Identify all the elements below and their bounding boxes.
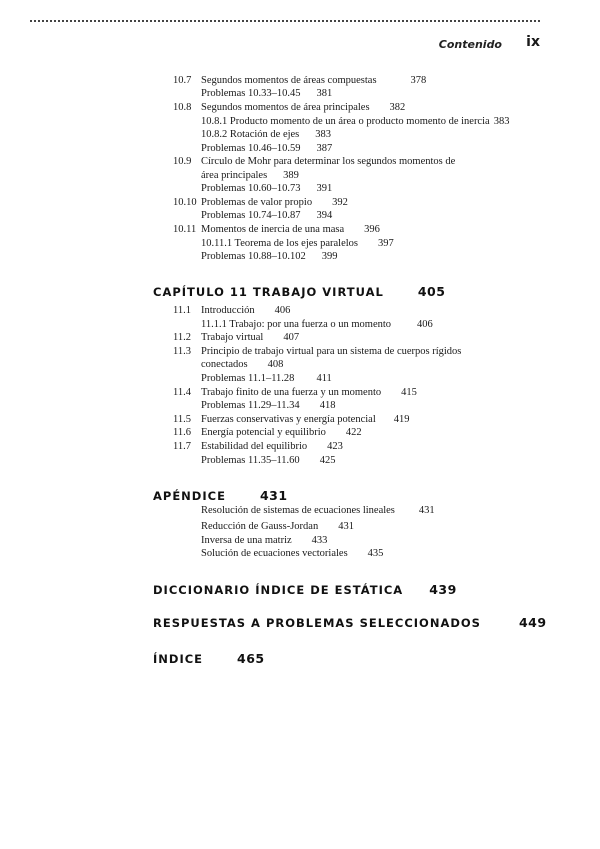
toc-entry: 11.1 Introducción 406 bbox=[173, 305, 291, 316]
toc-entry: Problemas 11.29–11.34 418 bbox=[201, 400, 336, 411]
page-number: ix bbox=[526, 34, 540, 50]
toc-entry: conectados 408 bbox=[201, 359, 284, 370]
indice-heading: ÍNDICE 465 bbox=[153, 651, 265, 666]
toc-entry: Problemas 10.88–10.102 399 bbox=[201, 251, 338, 262]
toc-entry: Reducción de Gauss-Jordan 431 bbox=[201, 521, 354, 532]
toc-entry: 10.9 Círculo de Mohr para determinar los segundos momentos de bbox=[173, 156, 456, 167]
respuestas-heading: RESPUESTAS A PROBLEMAS SELECCIONADOS 449 bbox=[153, 615, 547, 630]
running-head: Contenido bbox=[438, 38, 502, 51]
appendix-heading: APÉNDICE 431 bbox=[153, 488, 288, 503]
toc-entry: Resolución de sistemas de ecuaciones lineales 431 bbox=[201, 505, 435, 516]
toc-entry: 10.8.1 Producto momento de un área o producto momento de inercia 383 bbox=[201, 116, 510, 127]
toc-entry: 10.10 Problemas de valor propio 392 bbox=[173, 197, 348, 208]
toc-entry: 11.3 Principio de trabajo virtual para un sistema de cuerpos rígidos bbox=[173, 346, 462, 357]
toc-entry: 11.6 Energía potencial y equilibrio 422 bbox=[173, 427, 362, 438]
toc-entry: Problemas 11.35–11.60 425 bbox=[201, 455, 336, 466]
toc-entry: Problemas 10.60–10.73 391 bbox=[201, 183, 333, 194]
toc-entry: 11.1.1 Trabajo: por una fuerza o un momento 406 bbox=[201, 319, 433, 330]
toc-entry: Solución de ecuaciones vectoriales 435 bbox=[201, 548, 384, 559]
toc-entry: Problemas 10.46–10.59 387 bbox=[201, 143, 333, 154]
diccionario-heading: DICCIONARIO ÍNDICE DE ESTÁTICA 439 bbox=[153, 582, 457, 597]
toc-entry: 11.7 Estabilidad del equilibrio 423 bbox=[173, 441, 343, 452]
toc-entry: Problemas 10.33–10.45 381 bbox=[201, 88, 333, 99]
toc-entry: 11.4 Trabajo finito de una fuerza y un momento 415 bbox=[173, 387, 417, 398]
chapter-11-heading: CAPÍTULO 11 TRABAJO VIRTUAL 405 bbox=[153, 284, 446, 299]
toc-entry: área principales 389 bbox=[201, 170, 299, 181]
header-dotted-rule bbox=[30, 20, 540, 22]
toc-entry: Problemas 11.1–11.28 411 bbox=[201, 373, 332, 384]
toc-entry: 11.5 Fuerzas conservativas y energía potencial 419 bbox=[173, 414, 410, 425]
toc-entry: 10.7 Segundos momentos de áreas compuestas 378 bbox=[173, 75, 427, 86]
toc-entry: 10.11.1 Teorema de los ejes paralelos 397 bbox=[201, 238, 394, 249]
toc-entry: 10.8 Segundos momentos de área principales 382 bbox=[173, 102, 406, 113]
toc-entry: 10.11 Momentos de inercia de una masa 396 bbox=[173, 224, 380, 235]
toc-entry: Problemas 10.74–10.87 394 bbox=[201, 210, 333, 221]
toc-entry: Inversa de una matriz 433 bbox=[201, 535, 328, 546]
toc-entry: 10.8.2 Rotación de ejes 383 bbox=[201, 129, 332, 140]
toc-entry: 11.2 Trabajo virtual 407 bbox=[173, 332, 300, 343]
